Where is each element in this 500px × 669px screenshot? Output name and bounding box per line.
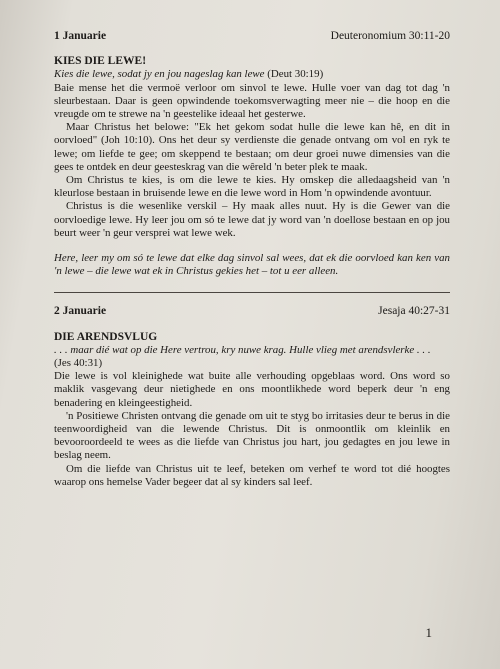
paragraph: Maar Christus het belowe: "Ek het gekom sodat hulle die lewe kan hê, en dit in oorvloed" (Joh 10:10). Ons het deur sy verdienste die genade ontvang om vol en ryk te lewe; om liefde te gee; om skeppend te bestaan; om deur groei nuwe dimensies van die gees te ontdek en deur geesteskrag van die wêreld 'n beter plek te maak. — [54, 121, 450, 173]
entry-title: DIE ARENDSVLUG — [54, 330, 158, 343]
paragraph: Die lewe is vol kleinighede wat buite alle verhouding opgeblaas word. Ons word so maklik vasgevang deur nietighede en ons moontlikhede word beperk deur 'n eng benadering en kleingeestigheid. — [54, 370, 450, 409]
devotion-entry-2 — [54, 305, 450, 489]
paragraph: Christus is die wesenlike verskil – Hy maak alles nuut. Hy is die Gewer van die oorvloedige lewe. Hy leer jou om só te lewe dat jy word van 'n doellose bestaan en op jou beurt weer 'n geur versprei wat lewe wek. — [54, 200, 450, 239]
entry-title: KIES DIE LEWE! — [54, 55, 147, 68]
key-verse — [54, 68, 450, 81]
paragraph: Baie mense het die vermoë verloor om sinvol te lewe. Hulle voer van dag tot dag 'n sleurbestaan. Daar is geen opwindende toekomsverwagting meer nie – die hoop en die vreugde om te strewe na 'n geestelike ideaal het gesterwe. — [54, 81, 450, 121]
entry-date: 1 Januarie — [54, 30, 107, 42]
paragraph: Om Christus te kies, is om die lewe te kies. Hy omskep die alledaagsheid van 'n kleurlose bestaan in bruisende lewe en die lewe word in Hom 'n opwindende avontuur. — [54, 174, 450, 200]
key-verse-text: . . . maar dié wat op die Here vertrou, kry nuwe krag. Hulle vlieg met arendsvlerke . . . — [54, 343, 431, 356]
entry-header — [54, 30, 450, 43]
entry-header — [54, 305, 450, 318]
page-number: 1 — [425, 625, 432, 640]
prayer: Here, leer my om só te lewe dat elke dag sinvol sal wees, dat ek die oorvloed kan ken van 'n lewe – die lewe wat ek in Christus gekies het – tot u eer alleen. — [54, 252, 450, 278]
page-content — [54, 30, 450, 489]
key-verse-text: Kies die lewe, sodat jy en jou nageslag kan lewe — [54, 68, 265, 81]
devotion-entry-1 — [54, 30, 450, 278]
entry-date: 2 Januarie — [54, 305, 107, 318]
key-verse — [54, 344, 450, 370]
scripture-reference: Jesaja 40:27-31 — [378, 305, 450, 318]
paragraph: 'n Positiewe Christen ontvang die genade om uit te styg bo irritasies deur te berus in die teenwoordigheid van die lewende Christus. Dit is onmoontlik om kleinlik en bevooroordeeld te wees as die liefde van Christus jou hart, jou gedagtes en jou lewe in beslag neem. — [54, 409, 450, 462]
entry-divider — [54, 292, 450, 293]
scripture-reference: Deuteronomium 30:11-20 — [330, 30, 450, 42]
paragraph: Om die liefde van Christus uit te leef, beteken om verhef te word tot dié hoogtes waarop ons hemelse Vader begeer dat al sy kinders sal leef. — [54, 462, 450, 488]
key-verse-ref: (Deut 30:19) — [264, 68, 324, 81]
key-verse-ref: (Jes 40:31) — [54, 357, 103, 370]
